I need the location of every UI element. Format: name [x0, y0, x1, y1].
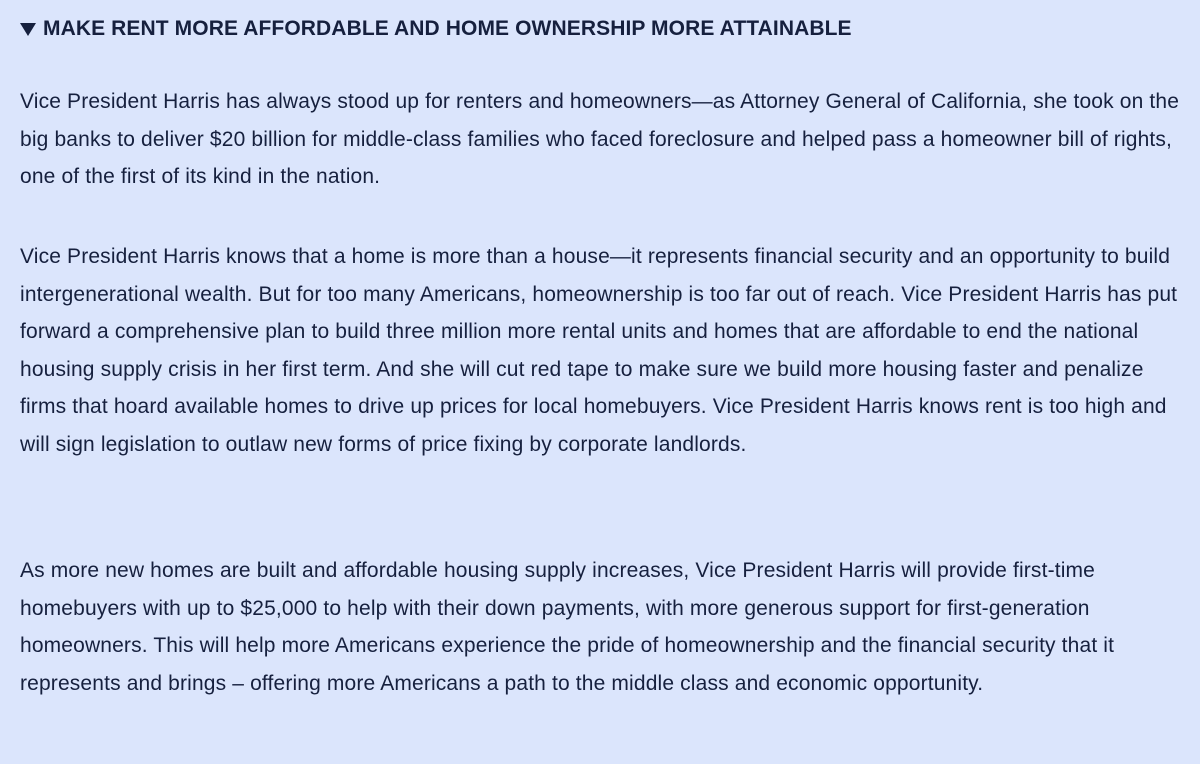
caret-down-icon[interactable] — [20, 23, 36, 36]
section-heading: MAKE RENT MORE AFFORDABLE AND HOME OWNERSHIP MORE ATTAINABLE — [43, 17, 852, 40]
paragraph-3: As more new homes are built and affordable housing supply increases, Vice President Harris will provide first-time homebuyers with up to $25,000 to help with their down payments, with more generous support for first-generation homeowners. This will help more Americans experience the pride of homeownership and the financial security that it represents and brings – offering more Americans a path to the middle class and economic opportunity. — [20, 559, 1115, 695]
paragraph-1: Vice President Harris has always stood up for renters and homeowners—as Attorney General of California, she took on the big banks to deliver $20 billion for middle-class families who faced foreclosure and helped pass a homeowner bill of rights, one of the first of its kind in the nation. — [20, 90, 1180, 188]
paragraph-2: Vice President Harris knows that a home is more than a house—it represents financial security and an opportunity to build intergenerational wealth. But for too many Americans, homeownership is too far out of reach. Vice President Harris has put forward a comprehensive plan to build three million more rental units and homes that are affordable to end the national housing supply crisis in her first term. And she will cut red tape to make sure we build more housing faster and penalize firms that hoard available homes to drive up prices for local homebuyers. Vice President Harris knows rent is too high and will sign legislation to outlaw new forms of price fixing by corporate landlords. — [20, 245, 1178, 456]
section-toggle[interactable] — [20, 12, 852, 46]
